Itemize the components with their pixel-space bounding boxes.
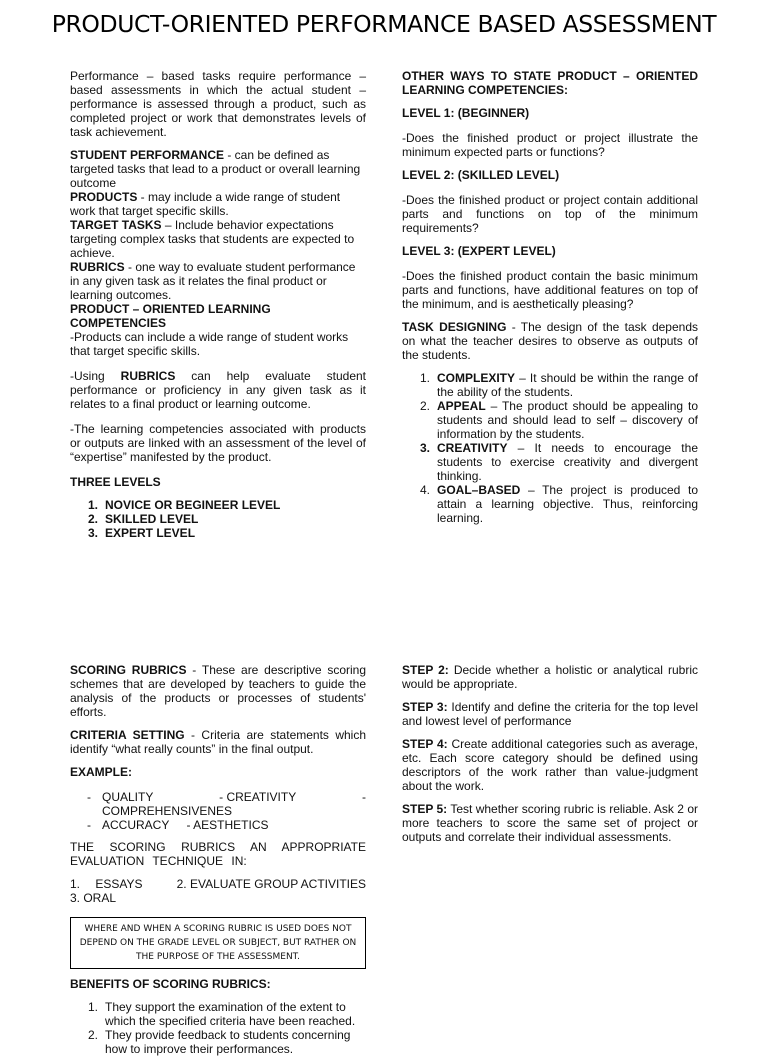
step-5: [402, 802, 698, 844]
example-quality: QUALITY: [102, 790, 154, 804]
definition-student-performance: [70, 148, 366, 190]
text: can help evaluate student performance or proficiency in any given task as it relates to a final product or learning outcome.: [70, 369, 366, 411]
term: PRODUCTS: [70, 190, 138, 204]
column-top-left: [70, 69, 366, 540]
step-2: [402, 663, 698, 691]
column-bottom-right: [402, 663, 698, 853]
list-text: They provide feedback to students concerning how to improve their performances.: [105, 1028, 351, 1056]
term: RUBRICS: [120, 369, 176, 383]
list-number: 1.: [420, 371, 431, 385]
term: TASK DESIGNING: [402, 320, 507, 334]
list-item: [70, 498, 366, 512]
step-4: [402, 737, 698, 793]
example-aesthetics: - AESTHETICS: [186, 818, 269, 832]
list-number: 2.: [88, 512, 99, 526]
definition-text: - can be defined as targeted tasks that lead to a product or overall learning outcome: [70, 148, 361, 190]
term: COMPLEXITY: [437, 371, 516, 385]
list-number: 4.: [420, 483, 431, 497]
list-text: – The product should be appealing to students and should lead to self – discovery of information by the students.: [437, 399, 698, 441]
definition-rubrics: [70, 260, 366, 302]
list-number: 2.: [88, 1028, 99, 1042]
benefits-heading: BENEFITS OF SCORING RUBRICS:: [70, 977, 271, 991]
list-item: [402, 441, 698, 483]
step-text: Create additional categories such as average, etc. Each score category should be defined using descriptors of the work rather than value-judgment about the work.: [402, 737, 699, 793]
text: - Criteria are statements which identify “what really counts” in the final output.: [70, 728, 366, 756]
step-text: Decide whether a holistic or analytical rubric would be appropriate.: [402, 663, 698, 691]
paragraph-products-range: -Products can include a wide range of student works that target specific skills.: [70, 330, 349, 358]
technique-group-activities: 2. EVALUATE GROUP ACTIVITIES: [176, 877, 366, 891]
term: CREATIVITY: [437, 441, 508, 455]
list-number: 3.: [420, 441, 431, 455]
step-label: STEP 3:: [402, 700, 448, 714]
list-item: [402, 483, 698, 525]
step-3: [402, 700, 698, 728]
level-3-heading: LEVEL 3: (EXPERT LEVEL): [402, 244, 556, 258]
dash: -: [87, 818, 91, 832]
step-label: STEP 2:: [402, 663, 449, 677]
techniques-line: [70, 877, 366, 891]
section-heading-other-ways: OTHER WAYS TO STATE PRODUCT – ORIENTED LEARNING COMPETENCIES:: [402, 69, 698, 97]
term: STUDENT PERFORMANCE: [70, 148, 225, 162]
column-bottom-left: [70, 663, 366, 1056]
text: -Using: [70, 369, 121, 383]
examples-list: [70, 790, 366, 832]
list-text: – It should be within the range of the ability of the students.: [437, 371, 698, 399]
criteria-setting-paragraph: [70, 728, 366, 756]
step-text: Test whether scoring rubric is reliable. Ask 2 or more teachers to score the same set of project or outputs and correlate their individual assessments.: [402, 802, 698, 844]
dash: -: [87, 790, 91, 804]
paragraph-competencies: -The learning competencies associated with products or outputs are linked with an assessment of the level of “expertise” manifested by the product.: [70, 422, 366, 464]
example-comprehensiveness: COMPREHENSIVENES: [102, 804, 233, 818]
list-text: – The project is produced to attain a learning objective. Thus, reinforcing learning.: [437, 483, 698, 525]
list-item: [70, 512, 366, 526]
column-top-right: [402, 69, 698, 525]
task-criteria-list: [402, 371, 698, 525]
level-1-heading: LEVEL 1: (BEGINNER): [402, 106, 530, 120]
step-label: STEP 4:: [402, 737, 448, 751]
list-text: EXPERT LEVEL: [105, 526, 196, 540]
three-levels-heading: THREE LEVELS: [70, 475, 161, 489]
benefits-list: [70, 1000, 366, 1056]
text: - These are descriptive scoring schemes that are developed by teachers to guide the analysis of the products or processes of students' efforts.: [70, 663, 367, 719]
example-heading: EXAMPLE:: [70, 765, 133, 779]
example-creativity: - CREATIVITY: [219, 790, 297, 804]
level-2-text: -Does the finished product or project contain additional parts and functions on top of the minimum requirements?: [402, 193, 698, 235]
definition-text: - may include a wide range of student work that target specific skills.: [70, 190, 341, 218]
technique-paragraph: THE SCORING RUBRICS AN APPROPRIATE EVALUATION TECHNIQUE IN:: [70, 840, 366, 868]
term: TARGET TASKS: [70, 218, 162, 232]
definition-text: - one way to evaluate student performance in any given task as it relates the final product or learning outcomes.: [70, 260, 356, 302]
list-text: – It needs to encourage the students to exercise creativity and divergent thinking.: [437, 441, 698, 483]
list-item: [402, 399, 698, 441]
levels-list: [70, 498, 366, 540]
list-item: [70, 526, 366, 540]
note-box: WHERE AND WHEN A SCORING RUBRIC IS USED DOES NOT DEPEND ON THE GRADE LEVEL OR SUBJECT, BUT RATHER ON THE PURPOSE OF THE ASSESSMENT.: [70, 917, 366, 969]
level-2-heading: LEVEL 2: (SKILLED LEVEL): [402, 168, 560, 182]
list-item: [70, 1028, 366, 1056]
section-heading-product-oriented: PRODUCT – ORIENTED LEARNING COMPETENCIES: [70, 302, 271, 330]
dash: -: [361, 790, 366, 804]
list-number: 1.: [88, 498, 99, 512]
term: RUBRICS: [70, 260, 125, 274]
level-3-text: -Does the finished product contain the basic minimum parts and functions, have additional features on top of the minimum, and is aesthetically pleasing?: [402, 269, 698, 311]
list-item: [402, 371, 698, 399]
list-item: [70, 790, 366, 818]
term: APPEAL: [437, 399, 486, 413]
list-number: 1.: [88, 1000, 99, 1014]
list-item: [70, 818, 366, 832]
term: GOAL–BASED: [437, 483, 521, 497]
list-text: They support the examination of the extent to which the specified criteria have been reached.: [105, 1000, 356, 1028]
scoring-rubrics-paragraph: [70, 663, 366, 719]
technique-essays: 1. ESSAYS: [70, 877, 143, 891]
text: - The design of the task depends on what the teacher desires to observe as outputs of the students.: [402, 320, 698, 362]
step-text: Identify and define the criteria for the top level and lowest level of performance: [402, 700, 698, 728]
definition-products: [70, 190, 366, 218]
list-number: 2.: [420, 399, 431, 413]
paragraph-using-rubrics: [70, 369, 366, 411]
intro-paragraph: Performance – based tasks require performance – based assessments in which the actual student – performance is assessed through a product, such as completed project or work that demonstrates levels of task achievement.: [70, 69, 366, 139]
examples-row: [102, 790, 366, 804]
definition-target-tasks: [70, 218, 366, 260]
example-accuracy: ACCURACY: [102, 818, 170, 832]
definition-text: – Include behavior expectations targeting complex tasks that students are expected to achieve.: [70, 218, 355, 260]
technique-oral: 3. ORAL: [70, 891, 117, 905]
page-title: PRODUCT-ORIENTED PERFORMANCE BASED ASSESSMENT: [51, 10, 717, 38]
list-number: 3.: [88, 526, 99, 540]
list-text: NOVICE OR BEGINEER LEVEL: [105, 498, 281, 512]
term: CRITERIA SETTING: [70, 728, 185, 742]
step-label: STEP 5:: [402, 802, 448, 816]
term: SCORING RUBRICS: [70, 663, 187, 677]
task-designing-paragraph: [402, 320, 698, 362]
level-1-text: -Does the finished product or project illustrate the minimum expected parts or functions?: [402, 131, 698, 159]
list-text: SKILLED LEVEL: [105, 512, 199, 526]
